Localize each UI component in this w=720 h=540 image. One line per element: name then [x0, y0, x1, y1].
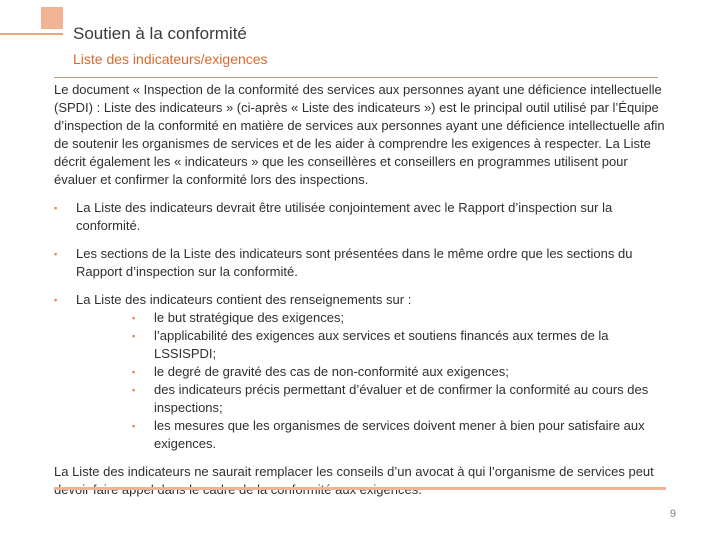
bullet-text: Les sections de la Liste des indicateurs sont présentées dans le même ordre que les sections du Rapport d’inspection sur la conformité. — [76, 246, 633, 279]
bullet-item — [54, 245, 666, 281]
sub-bullet-item: ▪ le but stratégique des exigences; — [132, 309, 666, 327]
sub-bullet-item: ▪ le degré de gravité des cas de non-conformité aux exigences; — [132, 363, 666, 381]
sub-bullet-item: ▪ l’applicabilité des exigences aux services et soutiens financés aux termes de la LSSISPDI; — [132, 327, 666, 363]
bullet-text: La Liste des indicateurs contient des renseignements sur : — [76, 292, 412, 307]
accent-rule — [0, 33, 63, 35]
footer-divider — [54, 487, 666, 490]
page-title: Soutien à la conformité — [73, 24, 247, 43]
header-divider — [54, 77, 658, 78]
closing-paragraph: La Liste des indicateurs ne saurait remplacer les conseils d’un avocat à qui l’organisme de services peut — [54, 464, 654, 479]
bullet-text: La Liste des indicateurs devrait être utilisée conjointement avec le Rapport d’inspection sur la conformité. — [76, 200, 613, 233]
intro-paragraph: Le document « Inspection de la conformité des services aux personnes ayant une déficience intellectuelle (SPDI) : Liste des indicateurs » (ci-après « Liste des indicateurs ») est le principal outil utilisé par l’Équipe d’inspection de la conformité en matière de services aux personnes ayant une déficience intellectuelle afin de soutenir les organismes de services et de les aider à comprendre les exigences à respecter. La Liste décrit également les « indicateurs » que les conseillères et conseillers en programmes utilisent pour évaluer et confirmer la conformité lors des inspections. — [54, 82, 665, 187]
page-subtitle: Liste des indicateurs/exigences — [73, 51, 268, 67]
sub-bullet-list — [76, 309, 666, 453]
slide-content — [54, 81, 666, 499]
accent-square — [41, 7, 63, 29]
bullet-list — [54, 199, 666, 453]
sub-bullet-item: ▪ les mesures que les organismes de services doivent mener à bien pour satisfaire aux exigences. — [132, 417, 666, 453]
bullet-item — [54, 199, 666, 235]
bullet-item — [54, 291, 666, 453]
page-number: 9 — [669, 508, 676, 520]
sub-bullet-item: ▪ des indicateurs précis permettant d’évaluer et de confirmer la conformité au cours des inspections; — [132, 381, 666, 417]
